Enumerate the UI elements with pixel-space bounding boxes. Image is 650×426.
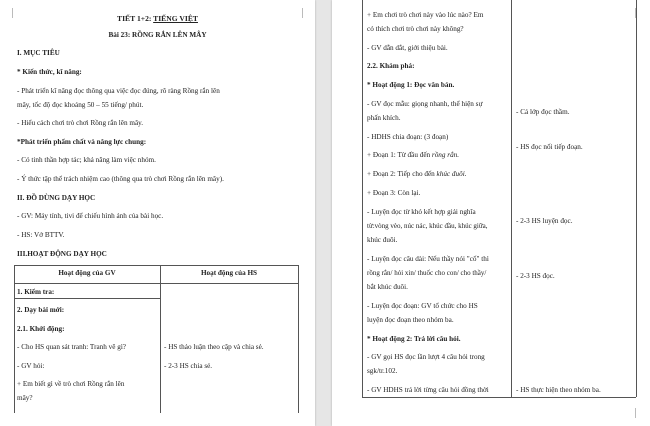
table-row: 2.1. Khởi động: — [17, 325, 65, 333]
table-header-gv: Hoạt động của GV — [58, 269, 116, 277]
table-row: - HS thảo luận theo cặp và chia sẻ. — [164, 343, 264, 351]
document-page-right — [332, 0, 650, 426]
section-heading-activities: III.HOẠT ĐỘNG DẠY HỌC — [17, 250, 107, 258]
section-heading-materials: II. ĐỒ DÙNG DẠY HỌC — [17, 194, 96, 202]
table-header-hs: Hoạt động của HS — [200, 269, 258, 277]
table-row: - Luyện đọc câu dài: Nếu thầy nói "cố" thì — [367, 255, 489, 263]
table-row: - 2-3 HS luyện đọc. — [516, 217, 573, 225]
objective-line: mây, tốc độ đọc khoảng 50 – 55 tiếng/ phút. — [17, 101, 144, 109]
table-row: từ:vòng vèo, núc nác, khúc đầu, khúc giữa, — [367, 222, 488, 230]
knowledge-heading: * Kiến thức, kĩ năng: — [17, 68, 82, 76]
table-row: - 2-3 HS đọc. — [516, 272, 555, 280]
material-line: - GV: Máy tính, tivi để chiếu hình ảnh của bài học. — [17, 212, 164, 220]
objective-line: - Phát triển kĩ năng đọc thông qua việc đọc đúng, rõ ràng Rồng rắn lên — [17, 87, 220, 95]
document-page-left — [0, 0, 315, 426]
table-row: sgk/tr.102. — [367, 367, 398, 375]
table-row: mây? — [17, 394, 33, 402]
table-row: phấn khích. — [367, 114, 401, 122]
objective-line: - Ý thức tập thể trách nhiệm cao (thông qua trò chơi Rồng rắn lên mây). — [17, 175, 224, 183]
activity-heading: * Hoạt động 1: Đọc văn bản. — [367, 81, 455, 89]
table-row: 1. Kiểm tra: — [17, 288, 55, 296]
table-row: 2. Dạy bài mới: — [17, 306, 65, 314]
table-row: luyện đọc đoạn theo nhóm ba. — [367, 316, 454, 324]
table-row: + Đoạn 1: Từ đầu đến rồng rắn. — [367, 151, 460, 159]
table-row: - GV dẫn dắt, giới thiệu bài. — [367, 44, 448, 52]
table-row: - GV đọc mẫu: giọng nhanh, thể hiện sự — [367, 100, 483, 108]
table-row: - Cho HS quan sát tranh: Tranh vẽ gì? — [17, 343, 127, 351]
table-row: + Em biết gì về trò chơi Rồng rắn lên — [17, 380, 125, 388]
table-row: - HDHS chia đoạn: (3 đoạn) — [367, 133, 449, 141]
table-row: - 2-3 HS chia sẻ. — [164, 362, 213, 370]
section-heading-explore: 2.2. Khám phá: — [367, 62, 415, 70]
table-row: + Đoạn 2: Tiếp cho đến khúc đuôi. — [367, 170, 467, 178]
table-row: + Đoạn 3: Còn lại. — [367, 189, 421, 197]
table-row: - GV gọi HS đọc lần lượt 4 câu hỏi trong — [367, 353, 485, 361]
table-row: - Luyện đọc từ khó kết hợp giải nghĩa — [367, 208, 476, 216]
objective-line: - Hiểu cách chơi trò chơi Rồng rắn lên mây. — [17, 119, 144, 127]
quality-heading: *Phát triển phẩm chất và năng lực chung: — [17, 138, 147, 146]
section-heading-objectives: I. MỤC TIÊU — [17, 49, 60, 57]
table-row: khúc đuôi. — [367, 236, 398, 244]
table-row: - Luyện đọc đoạn: GV tổ chức cho HS — [367, 302, 478, 310]
table-row: bắt khúc đuôi. — [367, 283, 408, 291]
crop-mark — [635, 408, 646, 418]
table-row: - GV HDHS trả lời từng câu hỏi đồng thời — [367, 386, 489, 394]
lesson-period-title: TIẾT 1+2: TIẾNG VIỆT — [117, 14, 198, 23]
material-line: - HS: Vở BTTV. — [17, 231, 65, 239]
table-row: - HS thực hiện theo nhóm ba. — [516, 386, 601, 394]
table-row: - GV hỏi: — [17, 362, 45, 370]
table-row: + Em chơi trò chơi này vào lúc nào? Em — [367, 11, 484, 19]
table-row: có thích chơi trò chơi này không? — [367, 25, 464, 33]
activity-heading: * Hoạt động 2: Trả lời câu hỏi. — [367, 335, 461, 343]
table-row: rồng rắn/ hỏi xin/ thuốc cho con/ cho thầy/ — [367, 269, 487, 277]
lesson-title: Bài 23: RỒNG RẮN LÊN MÂY — [108, 31, 207, 39]
table-row: - Cả lớp đọc thầm. — [516, 108, 570, 116]
objective-line: - Có tinh thần hợp tác; khả năng làm việc nhóm. — [17, 156, 156, 164]
table-row: - HS đọc nối tiếp đoạn. — [516, 143, 583, 151]
